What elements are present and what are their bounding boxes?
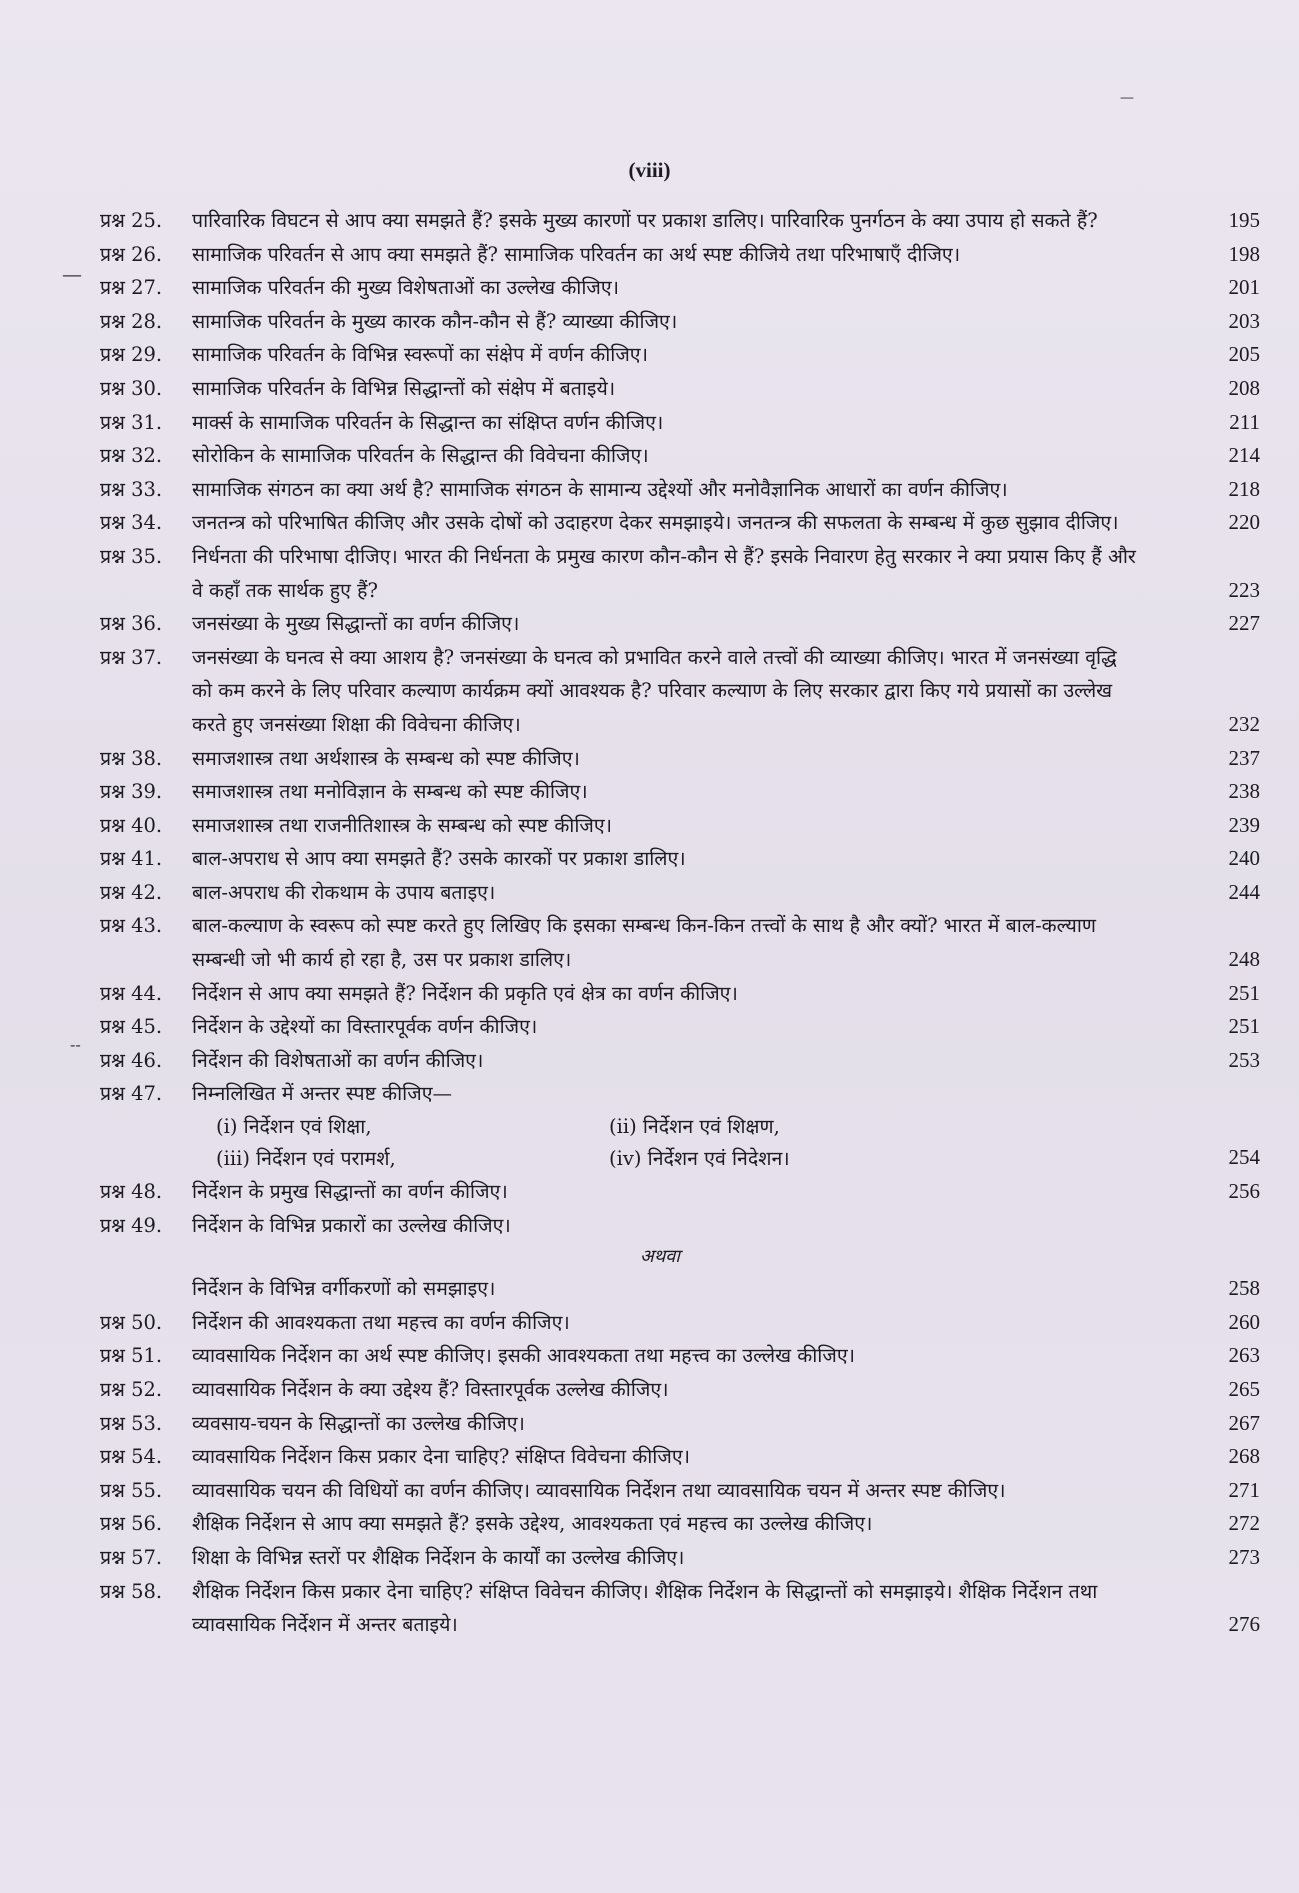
question-text: बाल-अपराध से आप क्या समझते हैं? उसके कारकों पर प्रकाश डालिए।	[192, 847, 686, 871]
question-label: प्रश्न 32.	[100, 444, 163, 468]
question-text: निर्देशन से आप क्या समझते हैं? निर्देशन की प्रकृति एवं क्षेत्र का वर्णन कीजिए।	[192, 981, 738, 1005]
question-label: प्रश्न 41.	[100, 847, 163, 871]
q47-subitem: (iii) निर्देशन एवं परामर्श,	[216, 1147, 396, 1171]
question-label: प्रश्न 33.	[100, 477, 163, 501]
question-text: निर्देशन की विशेषताओं का वर्णन कीजिए।	[192, 1048, 484, 1072]
toc-entry	[100, 742, 1260, 776]
question-text: शिक्षा के विभिन्न स्तरों पर शैक्षिक निर्देशन के कार्यों का उल्लेख कीजिए।	[192, 1545, 685, 1569]
question-label: प्रश्न 45.	[100, 1015, 163, 1039]
question-label: प्रश्न 42.	[100, 880, 163, 904]
question-text: शैक्षिक निर्देशन किस प्रकार देना चाहिए? संक्षिप्त विवेचन कीजिए। शैक्षिक निर्देशन के सिद्धान्तों को समझाइये। शैक्षिक निर्देशन तथा व्यावसायिक निर्देशन में अन्तर बताइये।	[192, 1579, 1098, 1637]
question-label: प्रश्न 55.	[100, 1478, 163, 1502]
question-text: सामाजिक परिवर्तन की मुख्य विशेषताओं का उल्लेख कीजिए।	[192, 276, 620, 300]
page-number: 223	[1228, 577, 1260, 602]
toc-entry	[100, 473, 1260, 507]
toc-entry	[100, 607, 1260, 641]
toc-entry	[100, 372, 1260, 406]
toc-entry	[100, 1209, 1260, 1243]
page-number: 256	[1228, 1179, 1260, 1204]
toc-entry	[100, 506, 1260, 540]
toc-entry	[100, 1339, 1260, 1373]
page-number: 276	[1228, 1612, 1260, 1637]
question-label: प्रश्न 25.	[100, 209, 163, 232]
question-text: व्यावसायिक निर्देशन का अर्थ स्पष्ट कीजिए। इसकी आवश्यकता तथा महत्त्व का उल्लेख कीजिए।	[192, 1344, 855, 1368]
question-label: प्रश्न 58.	[100, 1579, 163, 1603]
toc-entry	[100, 1175, 1260, 1209]
question-text: सोरोकिन के सामाजिक परिवर्तन के सिद्धान्त की विवेचना कीजिए।	[192, 444, 649, 468]
page-number: 237	[1228, 745, 1260, 770]
question-text: सामाजिक परिवर्तन से आप क्या समझते हैं? सामाजिक परिवर्तन का अर्थ स्पष्ट कीजिये तथा परिभाषाएँ दीजिए।	[192, 242, 961, 266]
toc-entry-q47	[100, 1077, 1260, 1175]
question-label: प्रश्न 47.	[100, 1082, 163, 1106]
question-label: प्रश्न 36.	[100, 612, 163, 636]
page-number: 271	[1228, 1477, 1260, 1502]
question-text: बाल-कल्याण के स्वरूप को स्पष्ट करते हुए लिखिए कि इसका सम्बन्ध किन-किन तत्त्वों के साथ है और क्यों? भारत में बाल-कल्याण सम्बन्धी जो भी कार्य हो रहा है, उस पर प्रकाश डालिए।	[192, 914, 1097, 972]
question-text: निर्देशन के उद्देश्यों का विस्तारपूर्वक वर्णन कीजिए।	[192, 1015, 538, 1039]
page-number: 251	[1228, 1014, 1260, 1039]
question-text: निर्देशन की आवश्यकता तथा महत्त्व का वर्णन कीजिए।	[192, 1310, 570, 1334]
question-text: सामाजिक परिवर्तन के विभिन्न सिद्धान्तों को संक्षेप में बताइये।	[192, 376, 616, 400]
question-label: प्रश्न 39.	[100, 780, 163, 804]
page-number: 201	[1228, 275, 1260, 300]
toc-entry	[100, 977, 1260, 1011]
page-number: 240	[1228, 846, 1260, 871]
toc-entry	[100, 1541, 1260, 1575]
toc-entry	[100, 1306, 1260, 1340]
question-label: प्रश्न 54.	[100, 1445, 163, 1469]
page-number: 220	[1228, 510, 1260, 535]
toc-entry	[100, 1044, 1260, 1078]
q47-subitems	[216, 1111, 1140, 1175]
question-label: प्रश्न 48.	[100, 1180, 163, 1204]
question-label: प्रश्न 49.	[100, 1213, 163, 1237]
toc-list-b	[100, 1175, 1260, 1242]
question-text: समाजशास्त्र तथा मनोविज्ञान के सम्बन्ध को स्पष्ट कीजिए।	[192, 780, 588, 804]
page-number: 272	[1228, 1511, 1260, 1536]
pen-mark: —	[1120, 90, 1134, 106]
question-text: मार्क्स के सामाजिक परिवर्तन के सिद्धान्त का संक्षिप्त वर्णन कीजिए।	[192, 410, 664, 434]
toc-entry	[100, 338, 1260, 372]
toc-entry	[100, 1507, 1260, 1541]
question-text: समाजशास्त्र तथा अर्थशास्त्र के सम्बन्ध को स्पष्ट कीजिए।	[192, 746, 580, 770]
question-text: व्यावसायिक चयन की विधियों का वर्णन कीजिए। व्यावसायिक निर्देशन तथा व्यावसायिक चयन में अन्तर स्पष्ट कीजिए।	[192, 1478, 1006, 1502]
toc-list-a	[100, 204, 1260, 1077]
question-text: जनसंख्या के मुख्य सिद्धान्तों का वर्णन कीजिए।	[192, 612, 520, 636]
page-number: 248	[1228, 947, 1260, 972]
page-number: 253	[1228, 1047, 1260, 1072]
question-label: प्रश्न 37.	[100, 645, 163, 669]
question-text: सामाजिक संगठन का क्या अर्थ है? सामाजिक संगठन के सामान्य उद्देश्यों और मनोवैज्ञानिक आधारों का वर्णन कीजिए।	[192, 477, 1008, 501]
toc-entry	[100, 406, 1260, 440]
toc-entry	[100, 1575, 1260, 1642]
toc-entry	[100, 439, 1260, 473]
question-label: प्रश्न 34.	[100, 511, 163, 535]
page-number: 265	[1228, 1377, 1260, 1401]
page-number: 244	[1228, 879, 1260, 904]
question-label: प्रश्न 52.	[100, 1378, 163, 1401]
question-text: निर्देशन के विभिन्न प्रकारों का उल्लेख कीजिए।	[192, 1213, 511, 1237]
page-number: 251	[1228, 980, 1260, 1005]
toc-entry-q49-alt	[100, 1272, 1260, 1306]
question-label: प्रश्न 31.	[100, 410, 163, 434]
page-number: 260	[1228, 1309, 1260, 1334]
alternative-separator: अथवा	[640, 1246, 680, 1268]
question-text: निर्धनता की परिभाषा दीजिए। भारत की निर्धनता के प्रमुख कारण कौन-कौन से हैं? इसके निवारण हेतु सरकार ने क्या प्रयास किए हैं और वे कहाँ तक सार्थक हुए हैं?	[192, 544, 1136, 602]
toc-entry	[100, 842, 1260, 876]
toc-list-c	[100, 1306, 1260, 1642]
table-of-contents	[100, 204, 1260, 1642]
toc-entry	[100, 1407, 1260, 1441]
page-number: 195	[1228, 208, 1260, 232]
question-text: निर्देशन के प्रमुख सिद्धान्तों का वर्णन कीजिए।	[192, 1180, 508, 1204]
q47-subitem: (iv) निर्देशन एवं निदेशन।	[609, 1147, 790, 1171]
question-label: प्रश्न 56.	[100, 1512, 163, 1536]
toc-entry	[100, 876, 1260, 910]
question-text: व्यावसायिक निर्देशन के क्या उद्देश्य हैं? विस्तारपूर्वक उल्लेख कीजिए।	[192, 1378, 669, 1401]
toc-entry	[100, 1373, 1260, 1407]
question-label: प्रश्न 35.	[100, 544, 163, 568]
page-number: 232	[1228, 711, 1260, 736]
q47-subitem: (i) निर्देशन एवं शिक्षा,	[216, 1115, 372, 1139]
page-number: 198	[1228, 241, 1260, 266]
question-text: शैक्षिक निर्देशन से आप क्या समझते हैं? इसके उद्देश्य, आवश्यकता एवं महत्त्व का उल्लेख कीजिए।	[192, 1512, 873, 1536]
question-label: प्रश्न 40.	[100, 813, 163, 837]
page-number: 218	[1228, 476, 1260, 501]
pen-mark: --	[70, 1035, 81, 1054]
question-label: प्रश्न 46.	[100, 1048, 163, 1072]
toc-entry	[100, 204, 1260, 238]
question-text: पारिवारिक विघटन से आप क्या समझते हैं? इसके मुख्य कारणों पर प्रकाश डालिए। पारिवारिक पुनर्गठन के क्या उपाय हो सकते हैं?	[192, 209, 1098, 232]
q47-subitem: (ii) निर्देशन एवं शिक्षण,	[609, 1115, 780, 1139]
page-number: 227	[1228, 611, 1260, 636]
toc-entry	[100, 1440, 1260, 1474]
question-label: प्रश्न 50.	[100, 1310, 163, 1334]
toc-entry	[100, 775, 1260, 809]
question-text: सामाजिक परिवर्तन के मुख्य कारक कौन-कौन से हैं? व्याख्या कीजिए।	[192, 309, 678, 333]
question-label: प्रश्न 30.	[100, 376, 163, 400]
toc-entry	[100, 1474, 1260, 1508]
question-text: जनसंख्या के घनत्व से क्या आशय है? जनसंख्या के घनत्व को प्रभावित करने वाले तत्त्वों की व्याख्या कीजिए। भारत में जनसंख्या वृद्धि को कम करने के लिए परिवार कल्याण कार्यक्रम क्यों आवश्यक है? परिवार कल्याण के लिए सरकार द्वारा किए गये प्रयासों का उल्लेख करते हुए जनसंख्या शिक्षा की विवेचना कीजिए।	[192, 645, 1117, 736]
page-number: 208	[1228, 375, 1260, 400]
question-label: प्रश्न 51.	[100, 1344, 163, 1368]
question-text: बाल-अपराध की रोकथाम के उपाय बताइए।	[192, 880, 496, 904]
toc-entry	[100, 1010, 1260, 1044]
page-number: 267	[1228, 1410, 1260, 1435]
question-label: प्रश्न 27.	[100, 276, 163, 300]
question-label: प्रश्न 28.	[100, 309, 163, 333]
toc-entry	[100, 305, 1260, 339]
page-number: 203	[1228, 308, 1260, 333]
question-label: प्रश्न 29.	[100, 343, 163, 367]
page-label: (viii)	[628, 158, 671, 182]
question-text: निम्नलिखित में अन्तर स्पष्ट कीजिए—	[192, 1082, 452, 1106]
question-text: व्यवसाय-चयन के सिद्धान्तों का उल्लेख कीजिए।	[192, 1411, 525, 1435]
pen-mark: —	[62, 262, 82, 286]
page-number: 211	[1229, 409, 1260, 434]
toc-entry	[100, 641, 1260, 742]
question-label: प्रश्न 53.	[100, 1411, 163, 1435]
page-number: 205	[1228, 342, 1260, 367]
toc-entry	[100, 238, 1260, 272]
toc-entry	[100, 271, 1260, 305]
question-label: प्रश्न 26.	[100, 242, 163, 266]
question-text: समाजशास्त्र तथा राजनीतिशास्त्र के सम्बन्ध को स्पष्ट कीजिए।	[192, 813, 613, 837]
toc-entry	[100, 540, 1260, 607]
page-number: 214	[1228, 443, 1260, 468]
question-text: निर्देशन के विभिन्न वर्गीकरणों को समझाइए।	[192, 1277, 496, 1301]
question-text: जनतन्त्र को परिभाषित कीजिए और उसके दोषों को उदाहरण देकर समझाइये। जनतन्त्र की सफलता के सम्बन्ध में कुछ सुझाव दीजिए।	[192, 511, 1119, 535]
toc-entry	[100, 809, 1260, 843]
question-text: सामाजिक परिवर्तन के विभिन्न स्वरूपों का संक्षेप में वर्णन कीजिए।	[192, 343, 648, 367]
page-number: 268	[1228, 1444, 1260, 1469]
page-number: 258	[1228, 1276, 1260, 1301]
page-number: 239	[1228, 812, 1260, 837]
question-label: प्रश्न 57.	[100, 1545, 163, 1569]
question-label: प्रश्न 38.	[100, 746, 163, 770]
question-label: प्रश्न 43.	[100, 914, 163, 938]
page-number: 254	[1228, 1145, 1260, 1170]
question-text: व्यावसायिक निर्देशन किस प्रकार देना चाहिए? संक्षिप्त विवेचना कीजिए।	[192, 1445, 690, 1469]
page-number: 238	[1228, 779, 1260, 804]
page-number: 263	[1228, 1343, 1260, 1368]
page-number: 273	[1228, 1544, 1260, 1569]
question-label: प्रश्न 44.	[100, 981, 163, 1005]
toc-entry	[100, 909, 1260, 976]
